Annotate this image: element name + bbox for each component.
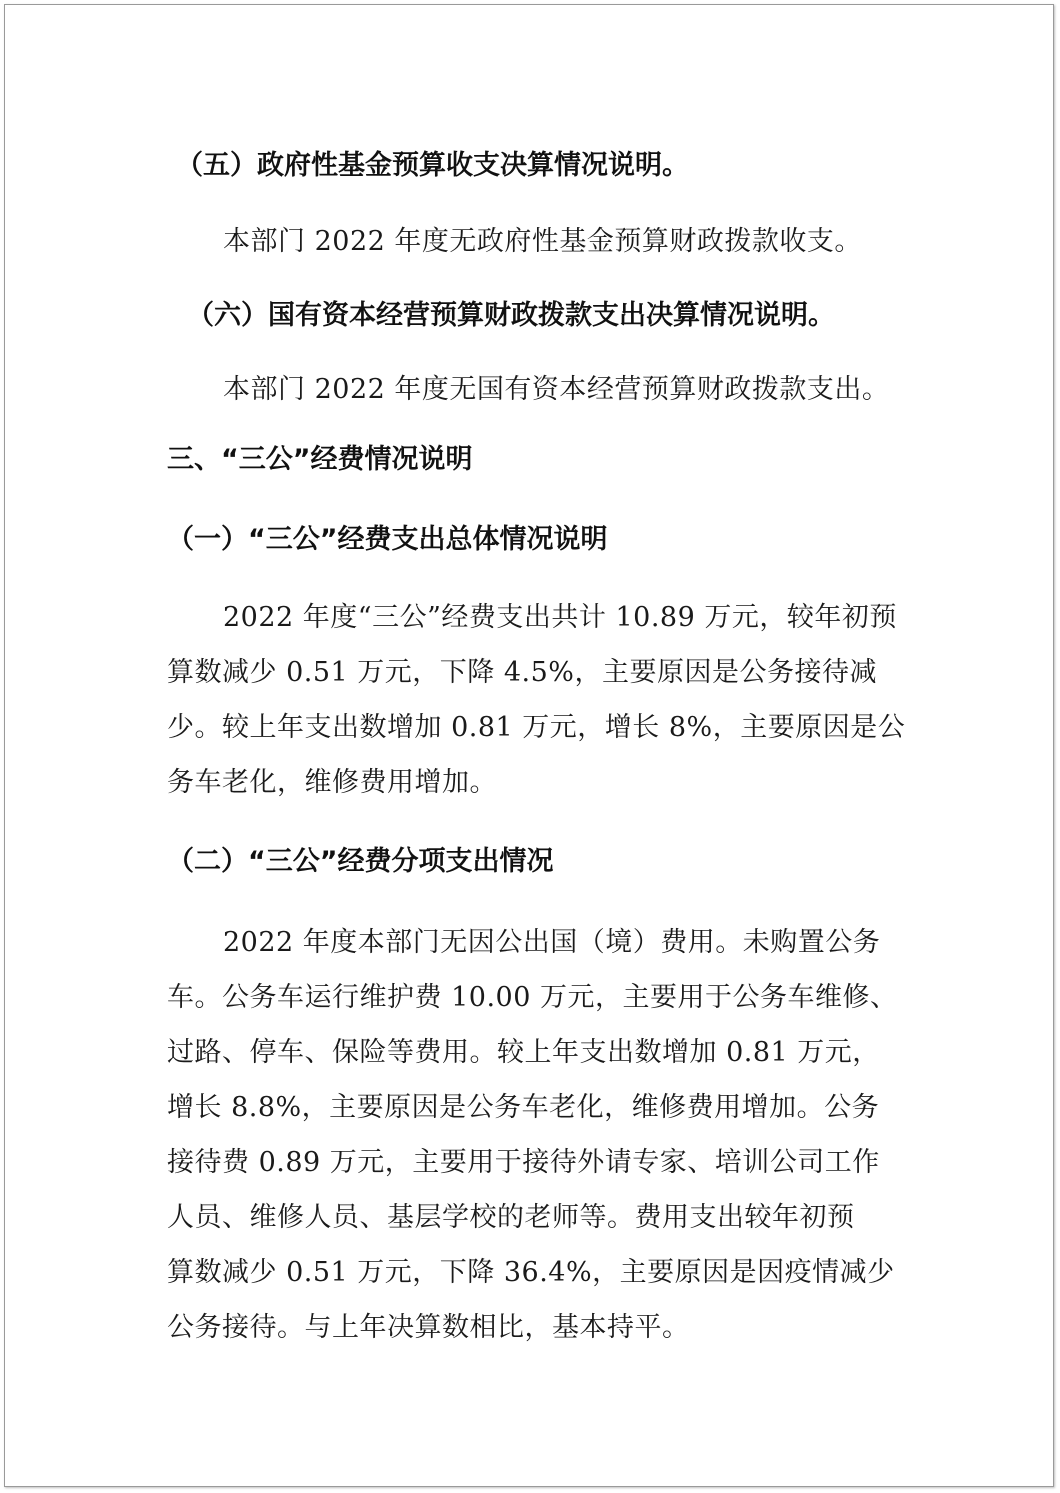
- heading-state-capital-budget: （六）国有资本经营预算财政拨款支出决算情况说明。: [187, 300, 835, 331]
- heading-government-fund-budget: （五）政府性基金预算收支决算情况说明。: [176, 150, 689, 181]
- paragraph-items-line-1: 2022 年度本部门无因公出国（境）费用。未购置公务: [223, 927, 881, 958]
- paragraph-overall-line-2: 算数减少 0.51 万元，下降 4.5%，主要原因是公务接待减: [167, 657, 877, 688]
- heading-itemized-expenses: （二）“三公”经费分项支出情况: [167, 846, 554, 877]
- paragraph-state-capital-budget: 本部门 2022 年度无国有资本经营预算财政拨款支出。: [223, 374, 890, 405]
- paragraph-items-line-8: 公务接待。与上年决算数相比，基本持平。: [167, 1312, 690, 1343]
- paragraph-items-line-4: 增长 8.8%，主要原因是公务车老化，维修费用增加。公务: [167, 1092, 880, 1123]
- paragraph-overall-line-1: 2022 年度“三公”经费支出共计 10.89 万元，较年初预: [223, 602, 897, 633]
- document-page: [4, 4, 1054, 1487]
- heading-three-public-expenses: 三、“三公”经费情况说明: [167, 444, 473, 475]
- paragraph-items-line-2: 车。公务车运行维护费 10.00 万元，主要用于公务车维修、: [167, 982, 898, 1013]
- paragraph-items-line-7: 算数减少 0.51 万元，下降 36.4%，主要原因是因疫情减少: [167, 1257, 895, 1288]
- paragraph-items-line-6: 人员、维修人员、基层学校的老师等。费用支出较年初预: [167, 1202, 855, 1233]
- heading-overall-expenses: （一）“三公”经费支出总体情况说明: [167, 524, 608, 555]
- paragraph-government-fund-budget: 本部门 2022 年度无政府性基金预算财政拨款收支。: [223, 226, 862, 257]
- paragraph-overall-line-3: 少。较上年支出数增加 0.81 万元，增长 8%，主要原因是公: [167, 712, 906, 743]
- paragraph-items-line-5: 接待费 0.89 万元，主要用于接待外请专家、培训公司工作: [167, 1147, 880, 1178]
- paragraph-overall-line-4: 务车老化，维修费用增加。: [167, 767, 497, 798]
- paragraph-items-line-3: 过路、停车、保险等费用。较上年支出数增加 0.81 万元，: [167, 1037, 880, 1068]
